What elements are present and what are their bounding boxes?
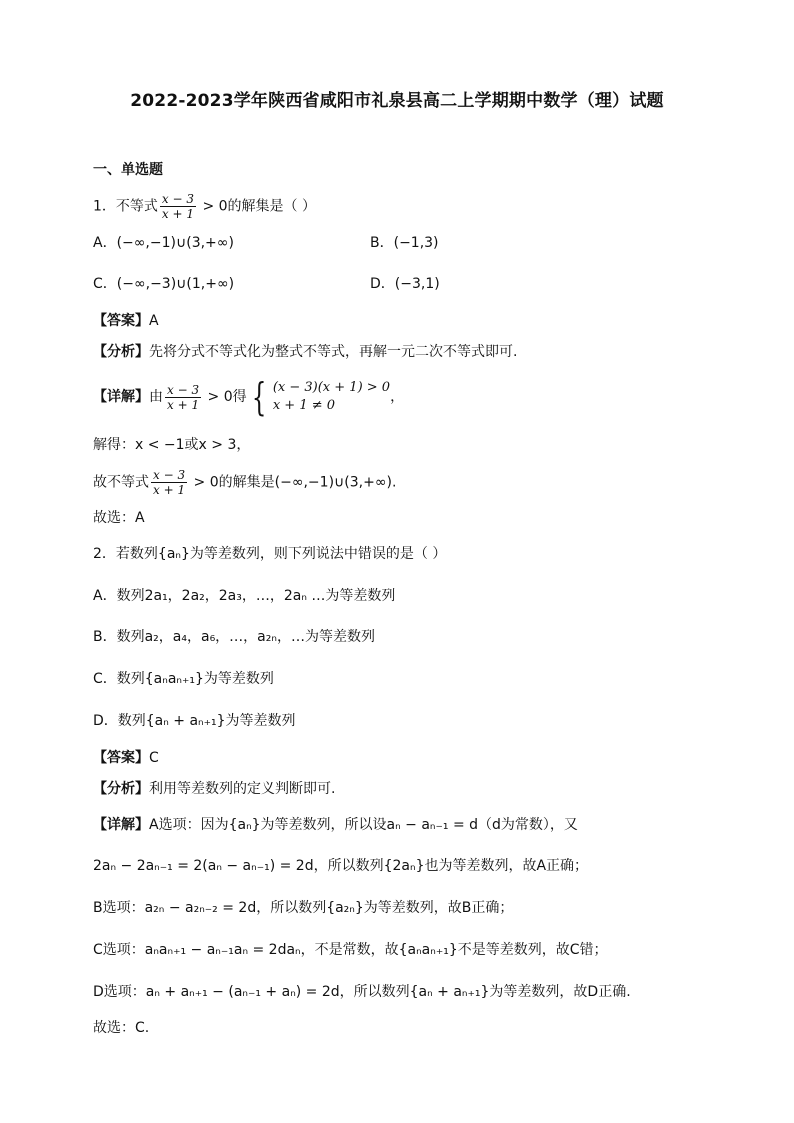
system-brace: {: [251, 375, 266, 419]
q1-option-b: B．(−1,3): [370, 235, 439, 251]
q1-detail-mid: > 0得: [203, 389, 247, 405]
q1-conclusion-fraction: [151, 468, 187, 497]
q1-fraction: [160, 192, 196, 221]
q1-detail-label: 【详解】: [93, 389, 149, 405]
q1-analysis-label: 【分析】: [93, 344, 149, 360]
q2-analysis-text: 利用等差数列的定义判断即可.: [149, 781, 336, 797]
q1-answer: [93, 311, 159, 331]
q1-detail-end: ，: [390, 389, 405, 405]
q1-stem-post: > 0的解集是（ ）: [198, 198, 317, 215]
q1-conclusion-pre: 故不等式: [93, 474, 149, 491]
q1-analysis: [93, 342, 517, 362]
q2-stem: 2．若数列{aₙ}为等差数列，则下列说法中错误的是（ ）: [93, 546, 447, 562]
q1-stem: [93, 192, 316, 221]
q1-choose: 故选：A: [93, 510, 145, 526]
q1-conclusion-frac-den: x + 1: [153, 483, 186, 497]
system-line-1: (x − 3)(x + 1) > 0: [272, 380, 391, 395]
q2-choose: 故选：C.: [93, 1020, 150, 1036]
q1-detail-frac-den: x + 1: [167, 397, 200, 412]
q2-answer: [93, 748, 159, 768]
q1-conclusion: [93, 468, 396, 497]
q1-detail: [93, 375, 405, 419]
q1-conclusion-frac-num: x − 3: [153, 468, 186, 482]
q1-analysis-text: 先将分式不等式化为整式不等式，再解一元二次不等式即可.: [149, 344, 518, 360]
q2-detail-text-1: A选项：因为{aₙ}为等差数列，所以设aₙ − aₙ₋₁ = d（d为常数），又: [149, 817, 578, 833]
q1-option-a: A．(−∞,−1)∪(3,+∞): [93, 235, 234, 251]
q2-detail-label: 【详解】: [93, 817, 149, 833]
q1-option-d: D．(−3,1): [370, 276, 440, 292]
q1-conclusion-post: > 0的解集是(−∞,−1)∪(3,+∞).: [189, 474, 397, 491]
q1-option-c: C．(−∞,−3)∪(1,+∞): [93, 276, 235, 292]
q2-option-d: D．数列{aₙ + aₙ₊₁}为等差数列: [93, 713, 296, 729]
q2-option-c: C．数列{aₙaₙ₊₁}为等差数列: [93, 671, 274, 687]
q2-analysis-label: 【分析】: [93, 781, 149, 797]
q2-analysis: [93, 779, 335, 799]
q2-detail-line-1: [93, 815, 578, 835]
q2-option-a: A．数列2a₁，2a₂，2a₃，…，2aₙ …为等差数列: [93, 588, 396, 604]
q1-detail-fraction: [165, 383, 201, 412]
q2-answer-value: C: [149, 750, 159, 766]
q1-answer-label: 【答案】: [93, 313, 149, 329]
q2-detail-line-2: 2aₙ − 2aₙ₋₁ = 2(aₙ − aₙ₋₁) = 2d，所以数列{2aₙ}也为等差数列，故A正确；: [93, 858, 589, 874]
inequality-system: [273, 379, 390, 415]
q1-stem-pre: 1．不等式: [93, 198, 158, 215]
q1-answer-value: A: [149, 313, 159, 329]
page-title: 2022-2023学年陕西省咸阳市礼泉县高二上学期期中数学（理）试题: [130, 91, 664, 111]
system-line-2: x + 1 ≠ 0: [272, 398, 336, 413]
section-heading: 一、单选题: [93, 162, 163, 178]
q1-detail-pre: 由: [149, 389, 163, 405]
q1-solve: 解得：x < −1或x > 3，: [93, 437, 251, 453]
q2-detail-line-5: D选项：aₙ + aₙ₊₁ − (aₙ₋₁ + aₙ) = 2d，所以数列{aₙ + aₙ₊₁}为等差数列，故D正确.: [93, 984, 631, 1000]
q2-answer-label: 【答案】: [93, 750, 149, 766]
q2-option-b: B．数列a₂，a₄，a₆，…，a₂ₙ，…为等差数列: [93, 629, 375, 645]
q1-frac-num: x − 3: [161, 192, 195, 206]
q2-detail-line-4: C选项：aₙaₙ₊₁ − aₙ₋₁aₙ = 2daₙ，不是常数，故{aₙaₙ₊₁}不是等差数列，故C错；: [93, 942, 608, 958]
q1-frac-den: x + 1: [161, 207, 195, 221]
q1-detail-frac-num: x − 3: [167, 382, 200, 397]
q2-detail-line-3: B选项：a₂ₙ − a₂ₙ₋₂ = 2d，所以数列{a₂ₙ}为等差数列，故B正确；: [93, 900, 514, 916]
